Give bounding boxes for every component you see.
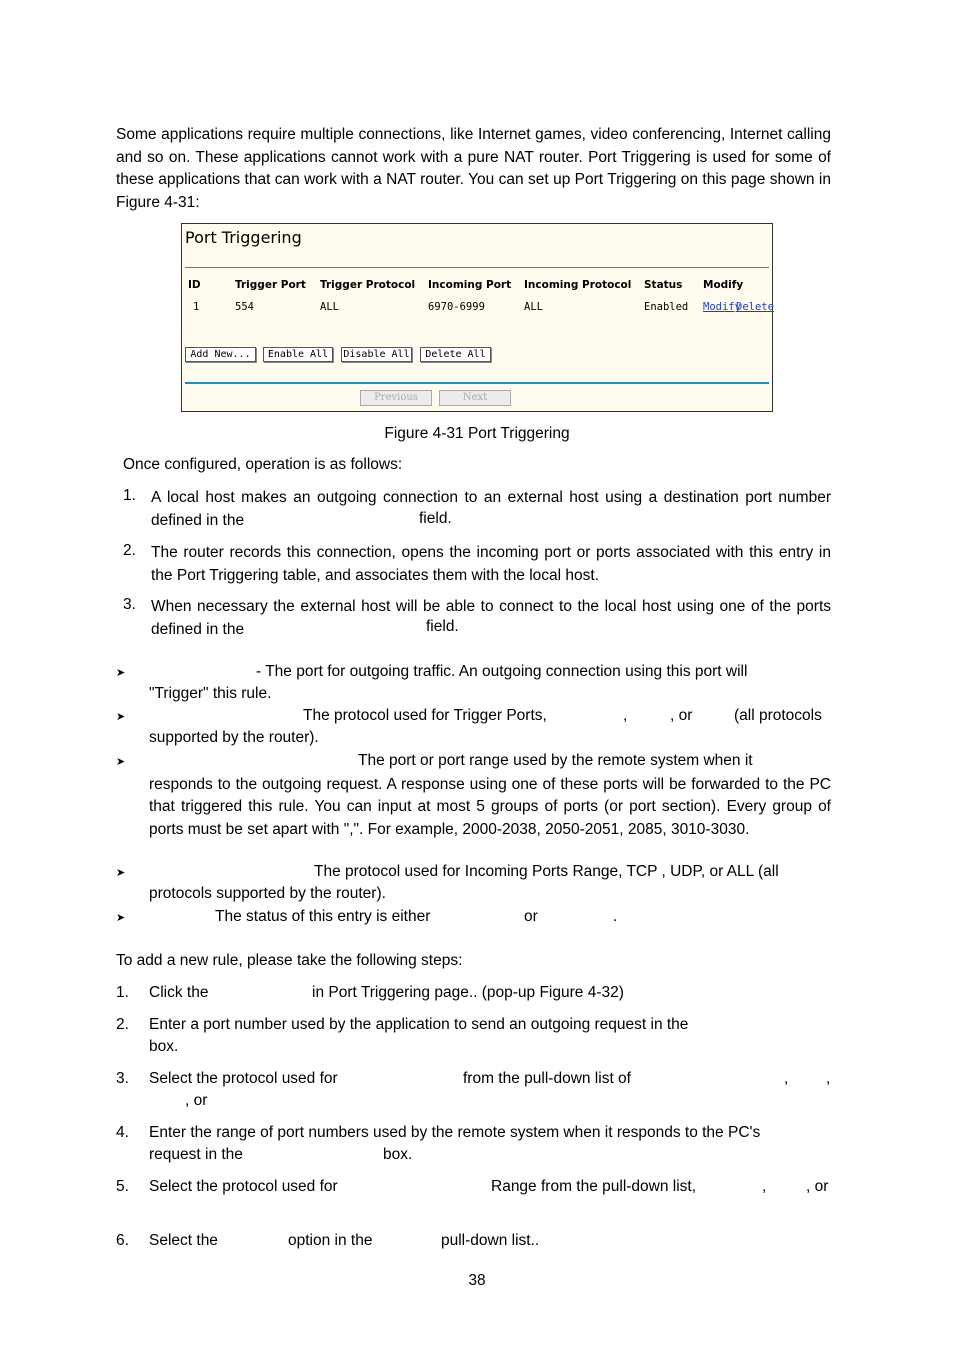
page-number: 38 bbox=[468, 1272, 486, 1289]
step-text: box. bbox=[383, 1146, 413, 1163]
bullet-dot: . bbox=[613, 908, 618, 925]
bullet-sep: , or bbox=[670, 707, 693, 724]
bullet-text: The protocol used for Trigger Ports, bbox=[303, 707, 547, 724]
modify-link[interactable]: Modify bbox=[703, 301, 741, 313]
bullet-text-tail: (all protocols bbox=[734, 707, 822, 724]
step-sep: , or bbox=[806, 1178, 829, 1195]
header-trigger-port: Trigger Port bbox=[235, 279, 306, 291]
step-number: 6. bbox=[116, 1232, 129, 1249]
row-id: 1 bbox=[193, 301, 200, 313]
step-text: Enter the range of port numbers used by the remote system when it responds to the PC's bbox=[149, 1124, 761, 1141]
step-number: 5. bbox=[116, 1178, 129, 1195]
step-text: in Port Triggering page.. (pop-up Figure 4-32) bbox=[312, 984, 624, 1001]
disable-all-button[interactable]: Disable All bbox=[341, 347, 412, 362]
bullet-arrow-icon: ➤ bbox=[116, 711, 126, 723]
bullet-arrow-icon: ➤ bbox=[116, 667, 126, 679]
bullet-or: or bbox=[524, 908, 538, 925]
bullet-text: - The port for outgoing traffic. An outgoing connection using this port will bbox=[256, 663, 748, 680]
step-text: Select the protocol used for bbox=[149, 1178, 338, 1195]
delete-all-button[interactable]: Delete All bbox=[420, 347, 491, 362]
step-text: option in the bbox=[288, 1232, 373, 1249]
figure-title: Port Triggering bbox=[185, 228, 302, 247]
port-triggering-figure bbox=[181, 223, 773, 412]
bullet-text-cont: responds to the outgoing request. A response using one of these ports will be forwarded to the PC that triggered this rule. You can input at most 5 groups of ports (or port section). Every group of ports must be set apart with ",". For example, 2000-2038, 2050-2051, 2085, 3010-3030. bbox=[149, 776, 831, 838]
bullet-sep: , bbox=[623, 707, 628, 724]
operation-number: 3. bbox=[123, 596, 136, 613]
step-text: pull-down list.. bbox=[441, 1232, 540, 1249]
delete-link[interactable]: Delete bbox=[736, 301, 774, 313]
row-trigger-protocol: ALL bbox=[320, 301, 339, 313]
row-incoming-port: 6970-6999 bbox=[428, 301, 485, 313]
row-status: Enabled bbox=[644, 301, 689, 313]
operation-text-end: field. bbox=[419, 510, 452, 527]
bullet-text-cont: protocols supported by the router). bbox=[149, 885, 386, 902]
row-trigger-port: 554 bbox=[235, 301, 254, 313]
header-incoming-port: Incoming Port bbox=[428, 279, 512, 291]
step-number: 3. bbox=[116, 1070, 129, 1087]
previous-button[interactable]: Previous bbox=[360, 390, 432, 406]
step-number: 4. bbox=[116, 1124, 129, 1141]
step-number: 2. bbox=[116, 1016, 129, 1033]
header-status: Status bbox=[644, 279, 683, 291]
step-sep: , bbox=[784, 1070, 789, 1087]
operation-text: The router records this connection, opens the incoming port or ports associated with this entry in the Port Triggering table, and associates them with the local host. bbox=[151, 544, 831, 584]
step-text: Range from the pull-down list, bbox=[491, 1178, 697, 1195]
header-trigger-protocol: Trigger Protocol bbox=[320, 279, 416, 291]
row-incoming-protocol: ALL bbox=[524, 301, 543, 313]
operation-number: 1. bbox=[123, 487, 136, 504]
bullet-text: The protocol used for Incoming Ports Range, TCP , UDP, or ALL (all bbox=[314, 863, 779, 880]
bullet-arrow-icon: ➤ bbox=[116, 867, 126, 879]
step-sep: , bbox=[826, 1070, 831, 1087]
bullet-text: The status of this entry is either bbox=[215, 908, 431, 925]
add-new-button[interactable]: Add New... bbox=[185, 347, 256, 362]
header-incoming-protocol: Incoming Protocol bbox=[524, 279, 632, 291]
step-sep: , or bbox=[185, 1092, 208, 1109]
next-button[interactable]: Next bbox=[439, 390, 511, 406]
step-text: Click the bbox=[149, 984, 209, 1001]
bullet-text: The port or port range used by the remote system when it bbox=[358, 752, 753, 769]
intro-paragraph: Some applications require multiple connections, like Internet games, video conferencing, Internet calling and so on. These applications cannot work with a pure NAT router. Port Triggering is used for some of these applications that can work with a NAT router. You can set up Port Triggering on this page shown in Figure 4-31: bbox=[116, 126, 831, 211]
figure-divider-bottom bbox=[185, 382, 769, 384]
operation-number: 2. bbox=[123, 542, 136, 559]
operation-text-end: field. bbox=[426, 618, 459, 635]
step-sep: , bbox=[762, 1178, 767, 1195]
enable-all-button[interactable]: Enable All bbox=[263, 347, 333, 362]
operation-intro: Once configured, operation is as follows: bbox=[123, 456, 403, 473]
step-text: from the pull-down list of bbox=[463, 1070, 631, 1087]
header-modify: Modify bbox=[703, 279, 744, 291]
step-text: request in the bbox=[149, 1146, 243, 1163]
operation-text: A local host makes an outgoing connection to an external host using a destination port number defined in the bbox=[151, 489, 831, 529]
step-number: 1. bbox=[116, 984, 129, 1001]
steps-intro: To add a new rule, please take the following steps: bbox=[116, 952, 463, 969]
figure-divider-top bbox=[185, 267, 769, 268]
step-text: Select the protocol used for bbox=[149, 1070, 338, 1087]
operation-text: When necessary the external host will be able to connect to the local host using one of the ports defined in the bbox=[151, 598, 831, 638]
step-text: box. bbox=[149, 1038, 179, 1055]
figure-caption: Figure 4-31 Port Triggering bbox=[384, 425, 570, 442]
step-text: Enter a port number used by the application to send an outgoing request in the bbox=[149, 1016, 689, 1033]
bullet-text-cont: supported by the router). bbox=[149, 729, 319, 746]
bullet-arrow-icon: ➤ bbox=[116, 912, 126, 924]
bullet-arrow-icon: ➤ bbox=[116, 756, 126, 768]
step-text: Select the bbox=[149, 1232, 218, 1249]
header-id: ID bbox=[188, 279, 201, 291]
bullet-text-cont: "Trigger" this rule. bbox=[149, 685, 272, 702]
